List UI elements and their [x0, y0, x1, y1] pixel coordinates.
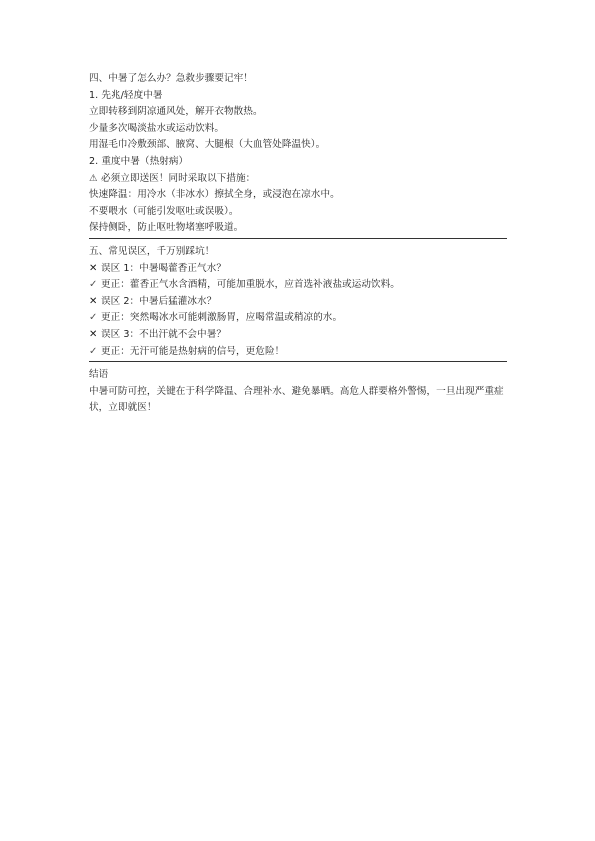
severe-heatstroke-heading: 2. 重度中暑（热射病）: [89, 155, 189, 167]
cross-icon: ✕: [89, 328, 98, 340]
check-icon: ✓: [89, 312, 98, 324]
mild-step-1: 立即转移到阴凉通风处，解开衣物散热。: [89, 106, 263, 118]
section-four-title: 四、中暑了怎么办？急救步骤要记牢！: [89, 73, 253, 84]
mild-step-2: 少量多次喝淡盐水或运动饮料。: [89, 122, 225, 134]
warning-icon: ⚠: [89, 172, 98, 184]
cross-icon: ✕: [89, 295, 98, 307]
myth-text: 误区 3：不出汗就不会中暑？: [101, 328, 226, 340]
correction-item: [89, 277, 507, 294]
myth-item: [89, 261, 507, 278]
severe-warning-text: 必须立即送医！同时采取以下措施：: [101, 172, 256, 184]
cross-icon: ✕: [89, 262, 98, 274]
severe-step-3: 保持侧卧，防止呕吐物堵塞呼吸道。: [89, 222, 244, 234]
correction-text: 更正：藿香正气水含酒精，可能加重脱水，应首选补液盐或运动饮料。: [101, 279, 400, 291]
severe-warning-line: [89, 171, 507, 188]
correction-item: [89, 310, 507, 327]
correction-item: [89, 344, 507, 361]
myth-text: 误区 2：中暑后猛灌冰水？: [101, 295, 217, 307]
section-divider: [89, 361, 507, 362]
correction-text: 更正：突然喝冰水可能刺激肠胃，应喝常温或稍凉的水。: [101, 312, 343, 324]
conclusion-body: 中暑可防可控，关键在于科学降温、合理补水、避免暴晒。高危人群要格外警惕，一旦出现严重症状，立即就医！: [89, 385, 504, 414]
severe-step-1: 快速降温：用冷水（非冰水）擦拭全身，或浸泡在凉水中。: [89, 189, 340, 201]
myth-text: 误区 1：中暑喝藿香正气水？: [101, 262, 226, 274]
mild-heatstroke-heading: 1. 先兆/轻度中暑: [89, 89, 163, 101]
myth-item: [89, 327, 507, 344]
check-icon: ✓: [89, 345, 98, 357]
correction-text: 更正：无汗可能是热射病的信号，更危险！: [101, 345, 285, 357]
severe-step-2: 不要喂水（可能引发呕吐或误吸）。: [89, 205, 239, 217]
mild-step-3: 用湿毛巾冷敷颈部、腋窝、大腿根（大血管处降温快）。: [89, 139, 326, 151]
section-five-title: 五、常见误区，千万别踩坑！: [89, 245, 215, 257]
section-divider: [89, 238, 507, 239]
conclusion-title: 结语: [89, 369, 109, 381]
check-icon: ✓: [89, 279, 98, 291]
myth-item: [89, 294, 507, 311]
